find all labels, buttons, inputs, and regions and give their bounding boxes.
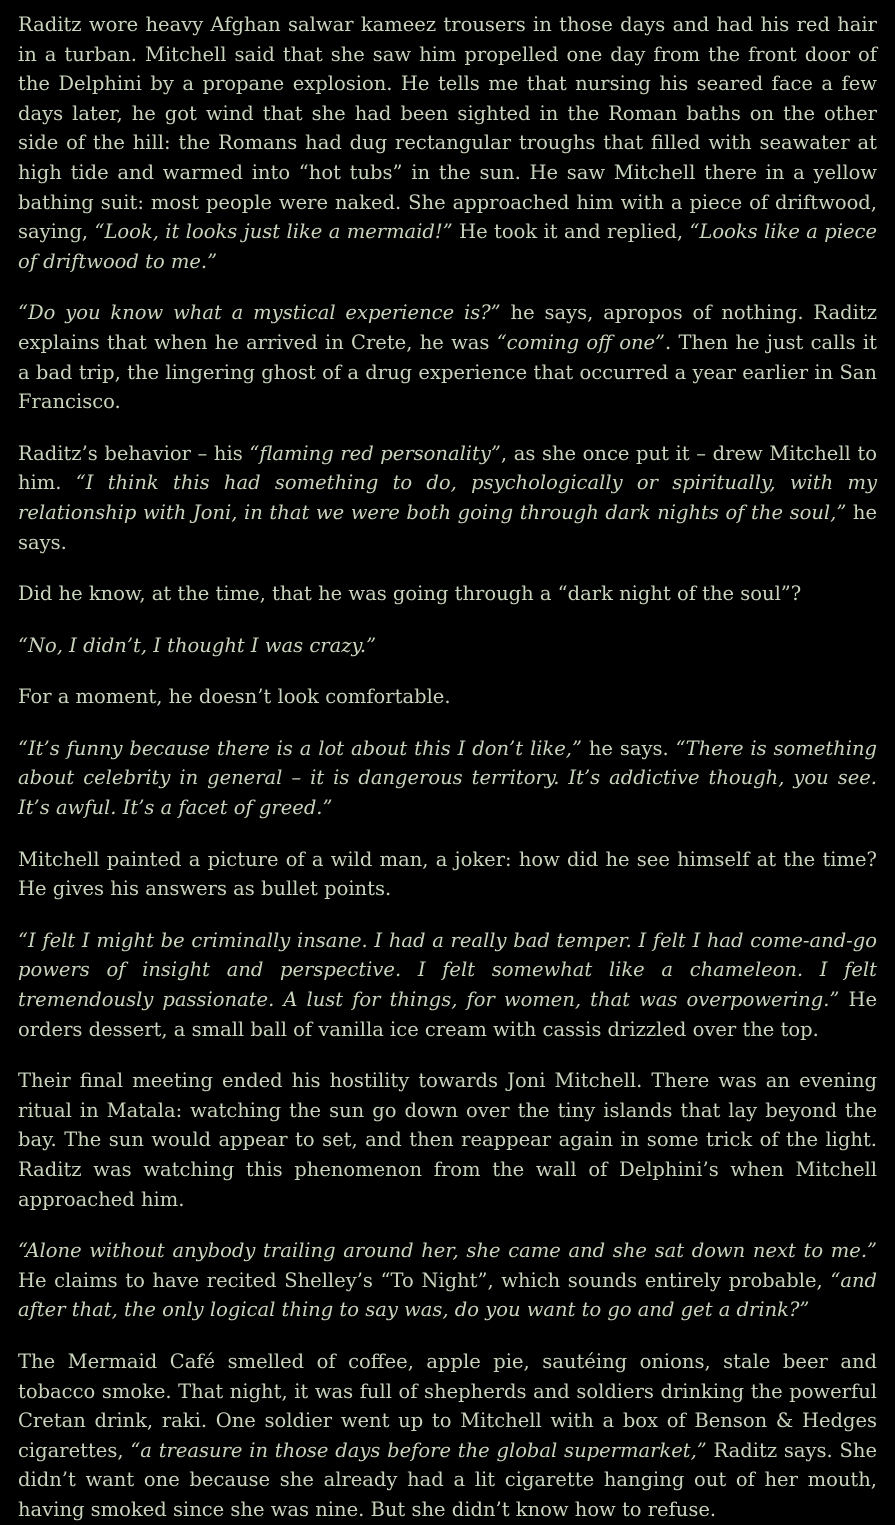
- article-paragraph: [18, 10, 877, 276]
- body-text: , as she once put it – drew Mitchell to him.: [18, 441, 877, 495]
- quote-text: “Do you know what a mystical experience is?”: [18, 301, 501, 325]
- quote-text: “Looks like a piece of driftwood to me.”: [18, 220, 877, 273]
- quote-text: “It’s funny because there is a lot about this I don’t like,”: [18, 736, 582, 760]
- body-text: He claims to have recited Shelley’s “To Night”, which sounds entirely probable,: [18, 1268, 831, 1292]
- body-text: Raditz’s behavior – his: [18, 441, 250, 465]
- body-text: Raditz says. She didn’t want one because she already had a lit cigarette hanging out of her mouth, having smoked since she was nine. But she didn’t know how to refuse.: [18, 1438, 877, 1521]
- quote-text: “flaming red personality”: [249, 441, 501, 465]
- quote-text: “Look, it looks just like a mermaid!”: [94, 220, 453, 244]
- quote-text: “No, I didn’t, I thought I was crazy.”: [18, 633, 377, 657]
- body-text: He orders dessert, a small ball of vanilla ice cream with cassis drizzled over the top.: [18, 988, 877, 1041]
- quote-text: “There is something about celebrity in general – it is dangerous territory. It’s addictive though, you see. It’s awful. It’s a facet of greed.”: [18, 736, 878, 820]
- article-body: [18, 10, 877, 1525]
- body-text: Raditz wore heavy Afghan salwar kameez trousers in those days and had his red hair in a turban. Mitchell said that she saw him propelled one day from the front door of the Delphini by a propane explosion. He tells me that nursing his seared face a few days later, he got wind that she had been sighted in the Roman baths on the other side of the hill: the Romans had dug rectangular troughs that filled with seawater at high tide and warmed into “hot tubs” in the sun. He saw Mitchell there in a yellow bathing suit: most people were naked. She approached him with a piece of driftwood, saying,: [18, 13, 877, 244]
- body-text: he says.: [18, 500, 877, 554]
- body-text: Did he know, at the time, that he was going through a “dark night of the soul”?: [18, 582, 802, 606]
- body-text: The Mermaid Café smelled of coffee, apple pie, sautéing onions, stale beer and tobacco smoke. That night, it was full of shepherds and soldiers drinking the powerful Cretan drink, raki. One soldier went up to Mitchell with a box of Benson & Hedges cigarettes,: [18, 1349, 877, 1462]
- quote-text: “I felt I might be criminally insane. I had a really bad temper. I felt I had come-and-go powers of insight and perspective. I felt somewhat like a chameleon. I felt tremendously passionate. A lust for things, for women, that was overpowering.”: [18, 928, 877, 1012]
- body-text: he says, apropos of nothing. Raditz explains that when he arrived in Crete, he was: [18, 301, 877, 354]
- article-paragraph: [18, 1066, 877, 1214]
- body-text: he says.: [581, 736, 676, 760]
- article-paragraph: [18, 631, 877, 661]
- article-paragraph: [18, 1347, 877, 1525]
- quote-text: “coming off one”: [496, 330, 666, 354]
- article-paragraph: [18, 1236, 877, 1325]
- quote-text: “Alone without anybody trailing around her, she came and she sat down next to me.”: [18, 1239, 877, 1263]
- body-text: . Then he just calls it a bad trip, the lingering ghost of a drug experience that occurred a year earlier in San Francisco.: [18, 330, 877, 414]
- article-paragraph: [18, 845, 877, 904]
- quote-text: “and after that, the only logical thing to say was, do you want to go and get a drink?”: [18, 1268, 877, 1322]
- body-text: For a moment, he doesn’t look comfortable.: [18, 685, 451, 709]
- article-paragraph: [18, 926, 877, 1044]
- article-paragraph: [18, 298, 877, 416]
- article-paragraph: [18, 579, 877, 609]
- body-text: Their final meeting ended his hostility towards Joni Mitchell. There was an evening ritual in Matala: watching the sun go down over the tiny islands that lay beyond the bay. The sun would appear to set, and then reappear again in some trick of the light. Raditz was watching this phenomenon from the wall of Delphini’s when Mitchell approached him.: [18, 1069, 877, 1211]
- body-text: Mitchell painted a picture of a wild man, a joker: how did he see himself at the time? He gives his answers as bullet points.: [18, 847, 877, 901]
- quote-text: “a treasure in those days before the global supermarket,”: [130, 1438, 707, 1462]
- body-text: He took it and replied,: [452, 220, 690, 244]
- article-paragraph: [18, 682, 877, 712]
- article-paragraph: [18, 734, 877, 823]
- quote-text: “I think this had something to do, psychologically or spiritually, with my relationship with Joni, in that we were both going through dark nights of the soul,”: [18, 471, 877, 524]
- article-paragraph: [18, 439, 877, 557]
